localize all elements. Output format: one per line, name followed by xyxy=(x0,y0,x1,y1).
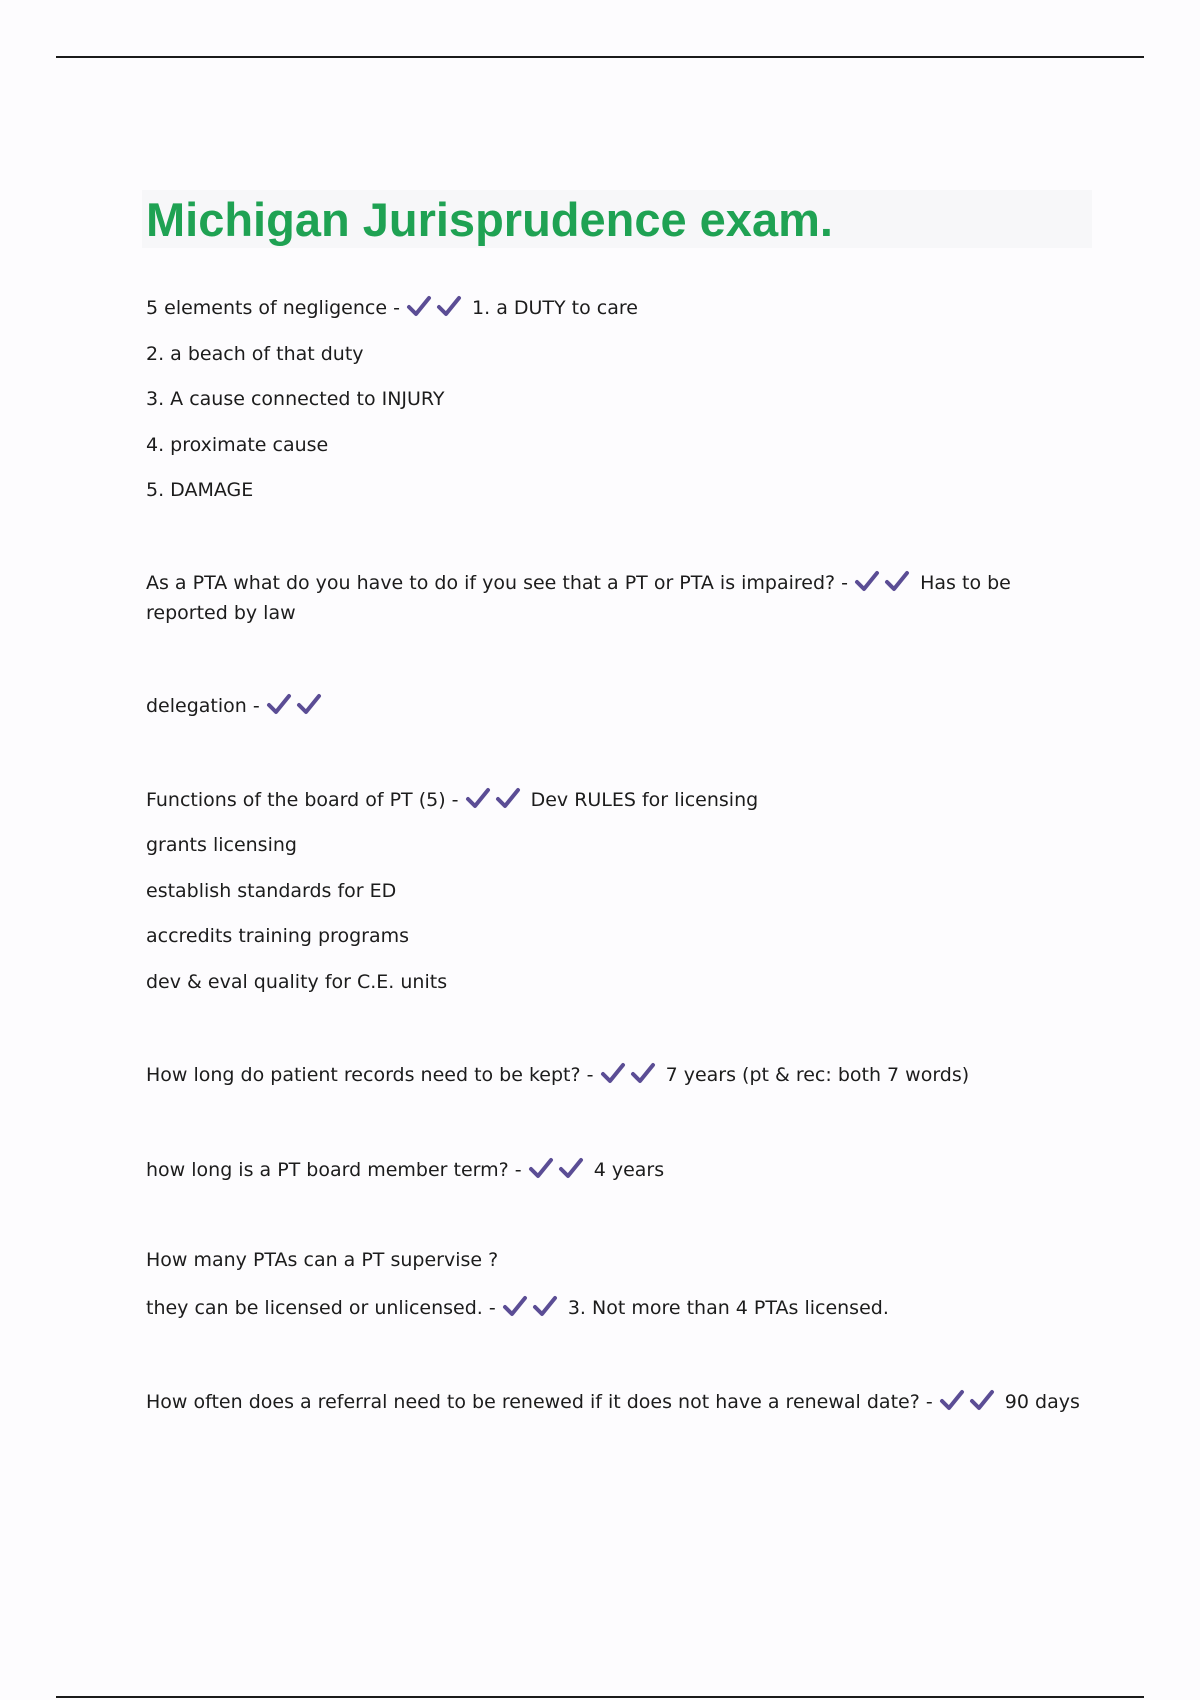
answer-line: 2. a beach of that duty xyxy=(146,343,364,365)
answer-line: 3. A cause connected to INJURY xyxy=(146,388,445,410)
answer-line: 5. DAMAGE xyxy=(146,479,254,501)
checkmark-icon xyxy=(939,1389,965,1411)
answer-text: 3. Not more than 4 PTAs licensed. xyxy=(567,1297,889,1319)
question-text: 5 elements of negligence - xyxy=(146,297,400,319)
answer-text: Has to be reported by law xyxy=(146,572,1011,624)
card-question-line xyxy=(146,1155,664,1185)
question-text: How often does a referral need to be renewed if it does not have a renewal date? - xyxy=(146,1391,933,1413)
question-text: As a PTA what do you have to do if you see that a PT or PTA is impaired? - xyxy=(146,572,849,594)
card-question-line xyxy=(146,1387,1080,1417)
answer-text: 4 years xyxy=(593,1159,665,1181)
answer-text: 1. a DUTY to care xyxy=(472,297,638,319)
double-checkmark xyxy=(266,695,326,717)
question-text: Functions of the board of PT (5) - xyxy=(146,789,459,811)
double-checkmark xyxy=(600,1064,666,1086)
double-checkmark xyxy=(528,1159,594,1181)
document-title: Michigan Jurisprudence exam. xyxy=(146,193,833,246)
checkmark-icon xyxy=(465,787,491,809)
answer-line: grants licensing xyxy=(146,834,297,856)
checkmark-icon xyxy=(495,787,521,809)
checkmark-icon xyxy=(528,1157,554,1179)
card-question-line xyxy=(146,568,1076,628)
checkmark-icon xyxy=(532,1295,558,1317)
question-text: how long is a PT board member term? - xyxy=(146,1159,522,1181)
checkmark-icon xyxy=(296,693,322,715)
double-checkmark xyxy=(465,789,531,811)
answer-line: accredits training programs xyxy=(146,925,409,947)
double-checkmark xyxy=(854,572,920,594)
question-line: How many PTAs can a PT supervise ? xyxy=(146,1249,499,1271)
card-question-line xyxy=(146,785,758,815)
answer-line: establish standards for ED xyxy=(146,880,397,902)
checkmark-icon xyxy=(558,1157,584,1179)
card-question-line xyxy=(146,1060,969,1090)
checkmark-icon xyxy=(854,570,880,592)
card-question-line xyxy=(146,293,638,323)
checkmark-icon xyxy=(436,295,462,317)
question-text: delegation - xyxy=(146,695,260,717)
bottom-rule xyxy=(56,1696,1144,1698)
checkmark-icon xyxy=(630,1062,656,1084)
answer-text: Dev RULES for licensing xyxy=(530,789,759,811)
double-checkmark xyxy=(939,1391,1005,1413)
checkmark-icon xyxy=(502,1295,528,1317)
top-rule xyxy=(56,56,1144,58)
checkmark-icon xyxy=(884,570,910,592)
card-question-line xyxy=(146,691,326,721)
question-text: they can be licensed or unlicensed. - xyxy=(146,1297,496,1319)
answer-line: 4. proximate cause xyxy=(146,434,329,456)
question-text: How long do patient records need to be kept? - xyxy=(146,1064,594,1086)
card-question-line xyxy=(146,1293,889,1323)
double-checkmark xyxy=(406,297,472,319)
checkmark-icon xyxy=(600,1062,626,1084)
checkmark-icon xyxy=(266,693,292,715)
answer-line: dev & eval quality for C.E. units xyxy=(146,971,448,993)
answer-text: 7 years (pt & rec: both 7 words) xyxy=(665,1064,970,1086)
double-checkmark xyxy=(502,1297,568,1319)
checkmark-icon xyxy=(406,295,432,317)
checkmark-icon xyxy=(969,1389,995,1411)
answer-text: 90 days xyxy=(1004,1391,1080,1413)
